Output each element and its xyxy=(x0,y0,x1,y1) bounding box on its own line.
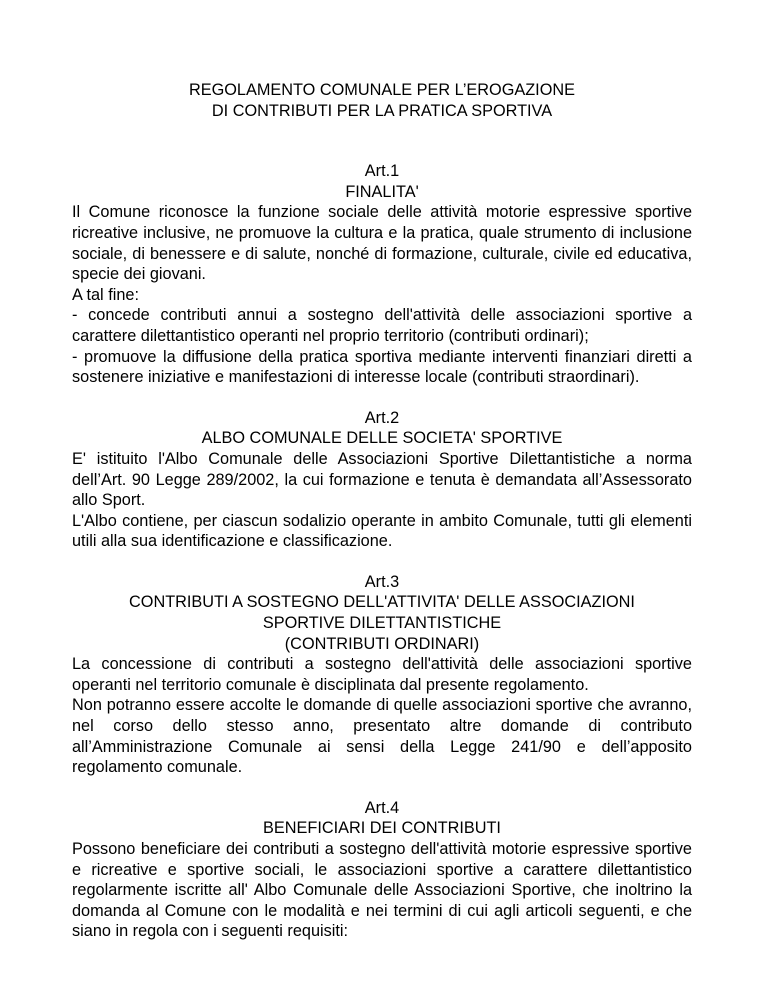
article-paragraph: Il Comune riconosce la funzione sociale delle attività motorie espressive sportive ricreative inclusive, ne promuove la cultura e la pratica, quale strumento di inclusione sociale, di benessere e di salute, nonché di formazione, culturale, civile ed educativa, specie dei giovani. xyxy=(72,203,692,284)
article-title: SPORTIVE DILETTANTISTICHE xyxy=(262,614,502,633)
article-paragraph: L'Albo contiene, per ciascun sodalizio operante in ambito Comunale, tutti gli elementi utili alla sua identificazione e classificazione. xyxy=(72,511,692,551)
document-title-line: DI CONTRIBUTI PER LA PRATICA SPORTIVA xyxy=(211,101,553,120)
article-paragraph: A tal fine: xyxy=(72,285,139,304)
article-paragraph: Possono beneficiare dei contributi a sostegno dell'attività motorie espressive sportive e ricreative e sportive sociali, le associazioni sportive a carattere dilettantistico regolarmente iscritte all' Albo Comunale delle Associazioni Sportive, che inoltrino la domanda al Comune con le modalità e nei termini di cui agli articoli seguenti, e che siano in regola con i seguenti requisiti: xyxy=(72,840,692,941)
article-paragraph: La concessione di contributi a sostegno dell'attività delle associazioni sportive operanti nel territorio comunale è disciplinata dal presente regolamento. xyxy=(72,655,692,694)
article-number: Art.3 xyxy=(364,572,400,591)
article-title: CONTRIBUTI A SOSTEGNO DELL'ATTIVITA' DELLE ASSOCIAZIONI xyxy=(129,593,635,612)
document-title xyxy=(72,80,692,121)
article-paragraph: E' istituito l'Albo Comunale delle Associazioni Sportive Dilettantistiche a norma dell’Art. 90 Legge 289/2002, la cui formazione e tenuta è demandata all’Assessorato allo Sport. xyxy=(72,449,692,510)
article-4 xyxy=(72,798,692,942)
article-title: BENEFICIARI DEI CONTRIBUTI xyxy=(263,819,501,838)
article-number: Art.1 xyxy=(364,162,400,181)
article-3 xyxy=(72,572,692,778)
article-number: Art.4 xyxy=(364,798,400,817)
article-number: Art.2 xyxy=(364,408,400,427)
document-title-line: REGOLAMENTO COMUNALE PER L’EROGAZIONE xyxy=(188,81,575,99)
article-2 xyxy=(72,408,692,552)
article-title: ALBO COMUNALE DELLE SOCIETA' SPORTIVE xyxy=(201,429,563,448)
article-paragraph: - promuove la diffusione della pratica sportiva mediante interventi finanziari diretti a sostenere iniziative e manifestazioni di interesse locale (contributi straordinari). xyxy=(72,347,692,387)
article-title: (CONTRIBUTI ORDINARI) xyxy=(284,634,480,653)
article-title: FINALITA' xyxy=(345,182,419,201)
article-paragraph: Non potranno essere accolte le domande di quelle associazioni sportive che avranno, nel corso dello stesso anno, presentato altre domande di contributo all’Amministrazione Comunale ai sensi della Legge 241/90 e dell’apposito regolamento comunale. xyxy=(72,696,692,777)
article-1 xyxy=(72,161,692,388)
article-paragraph: - concede contributi annui a sostegno dell'attività delle associazioni sportive a carattere dilettantistico operanti nel proprio territorio (contributi ordinari); xyxy=(72,306,692,345)
document-page xyxy=(72,80,692,962)
